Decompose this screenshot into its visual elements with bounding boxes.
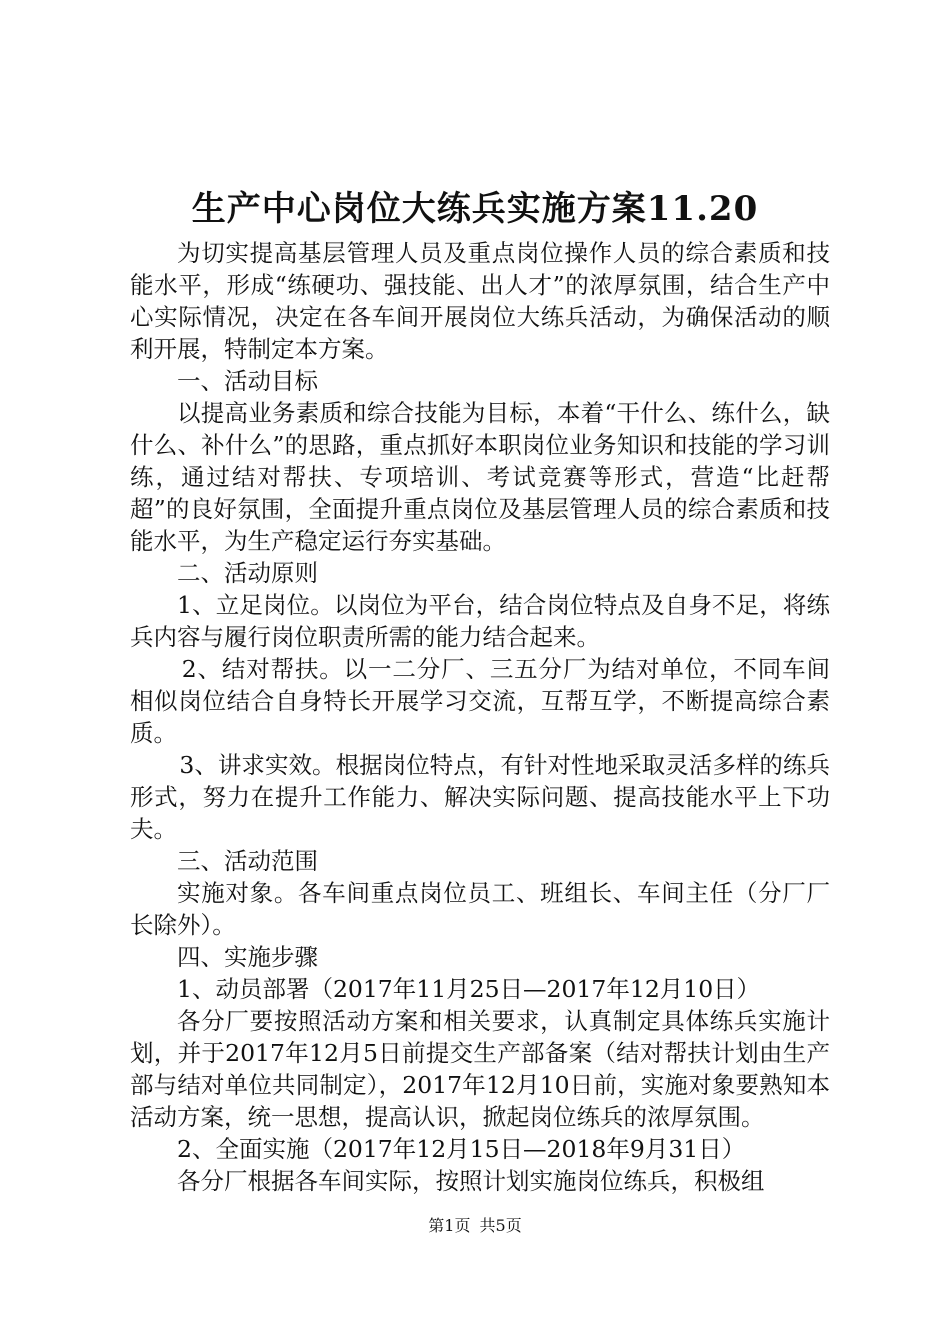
- paragraph-intro: 为切实提高基层管理人员及重点岗位操作人员的综合素质和技能水平，形成“练硬功、强技能、出人才”的浓厚氛围，结合生产中心实际情况，决定在各车间开展岗位大练兵活动，为确保活动的顺利开展，特制定本方案。: [130, 239, 830, 363]
- heading-activity-scope: 三、活动范围: [177, 847, 318, 875]
- paragraph-activity-goal: 以提高业务素质和综合技能为目标，本着“干什么、练什么，缺什么、补什么”的思路，重点抓好本职岗位业务知识和技能的学习训练，通过结对帮扶、专项培训、考试竞赛等形式，营造“比赶帮超”的良好氛围，全面提升重点岗位及基层管理人员的综合素质和技能水平，为生产稳定运行夯实基础。: [130, 399, 830, 555]
- paragraph-step-1-body: 各分厂要按照活动方案和相关要求，认真制定具体练兵实施计划，并于2017年12月5日前提交生产部备案（结对帮扶计划由生产部与结对单位共同制定），2017年12月10日前，实施对象要熟知本活动方案，统一思想，提高认识，掀起岗位练兵的浓厚氛围。: [130, 1007, 830, 1131]
- document-title: 生产中心岗位大练兵实施方案11.20: [191, 189, 759, 229]
- paragraph-step-2-body: 各分厂根据各车间实际，按照计划实施岗位练兵，积极组: [177, 1167, 765, 1195]
- paragraph-principle-3: 3、讲求实效。根据岗位特点，有针对性地采取灵活多样的练兵形式，努力在提升工作能力、解决实际问题、提高技能水平上下功夫。: [130, 751, 830, 843]
- paragraph-step-2-title: 2、全面实施（2017年12月15日—2018年9月31日）: [177, 1135, 746, 1163]
- page-number-current: 第1页: [428, 1216, 471, 1235]
- heading-implementation-steps: 四、实施步骤: [177, 943, 318, 971]
- heading-activity-goal: 一、活动目标: [177, 367, 318, 395]
- paragraph-scope: 实施对象。各车间重点岗位员工、班组长、车间主任（分厂厂长除外）。: [130, 879, 830, 939]
- heading-activity-principle: 二、活动原则: [177, 559, 318, 587]
- document-body: [130, 237, 830, 1197]
- page-number-total: 共5页: [479, 1216, 522, 1235]
- paragraph-step-1-title: 1、动员部署（2017年11月25日—2017年12月10日）: [177, 975, 761, 1003]
- paragraph-principle-1: 1、立足岗位。以岗位为平台，结合岗位特点及自身不足，将练兵内容与履行岗位职责所需的能力结合起来。: [130, 591, 830, 651]
- paragraph-principle-2: 2、结对帮扶。以一二分厂、三五分厂为结对单位，不同车间相似岗位结合自身特长开展学习交流，互帮互学，不断提高综合素质。: [130, 655, 830, 747]
- page-footer: [0, 1214, 950, 1238]
